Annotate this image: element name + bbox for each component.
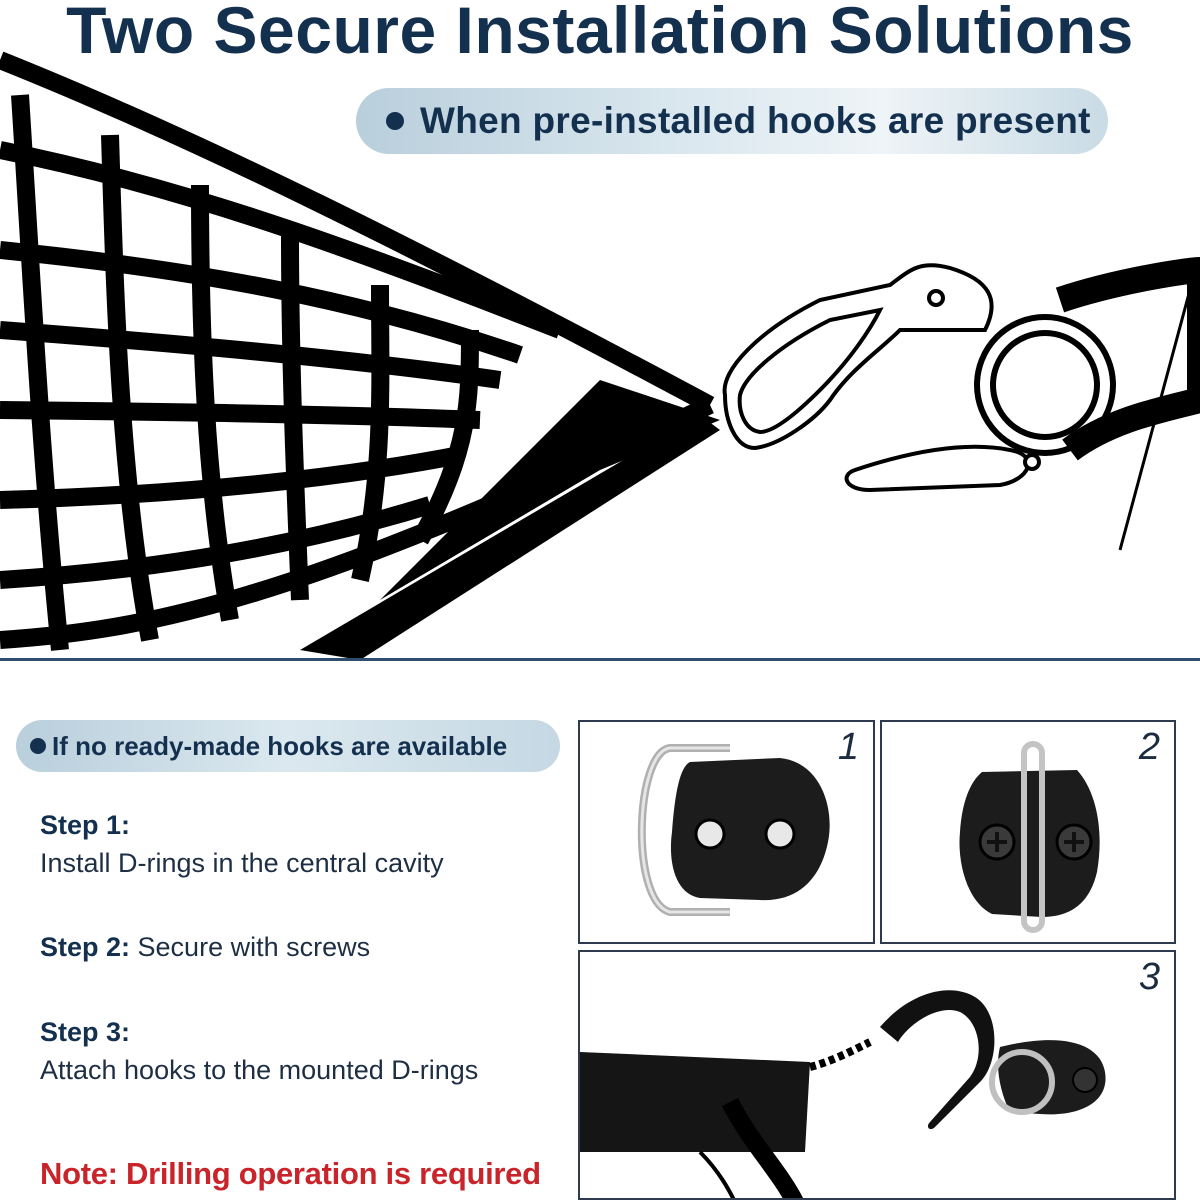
photo-panel-2 (880, 720, 1176, 944)
photo-panel-1 (578, 720, 875, 944)
step-text: Attach hooks to the mounted D-rings (40, 1055, 479, 1085)
photo-panel-3 (578, 950, 1176, 1200)
panel-number: 3 (1138, 956, 1160, 998)
option-two-label: If no ready-made hooks are available (52, 730, 508, 761)
option-two-banner (16, 720, 560, 772)
d-ring-screwed-icon (882, 722, 1176, 944)
panel-number: 2 (1138, 726, 1160, 768)
step-heading: Step 1: (40, 810, 131, 840)
step-3 (40, 1013, 478, 1089)
drilling-note: Note: Drilling operation is required (40, 1156, 541, 1191)
page-title: Two Secure Installation Solutions (66, 0, 1134, 67)
option-one-banner (356, 88, 1108, 154)
step-heading: Step 2: (40, 932, 131, 962)
bullet-dot (386, 112, 404, 130)
step-text: Secure with screws (130, 932, 371, 962)
step-text: Install D-rings in the central cavity (40, 848, 444, 878)
step-1 (40, 806, 444, 882)
step-heading: Step 3: (40, 1017, 131, 1047)
section-divider (0, 658, 1200, 661)
d-ring-flat-icon (580, 722, 875, 944)
panel-number: 1 (837, 726, 859, 768)
step-2 (40, 928, 370, 966)
hook-on-d-ring-icon (580, 952, 1176, 1200)
option-one-label: When pre-installed hooks are present (420, 100, 1091, 141)
bullet-dot (30, 738, 46, 754)
